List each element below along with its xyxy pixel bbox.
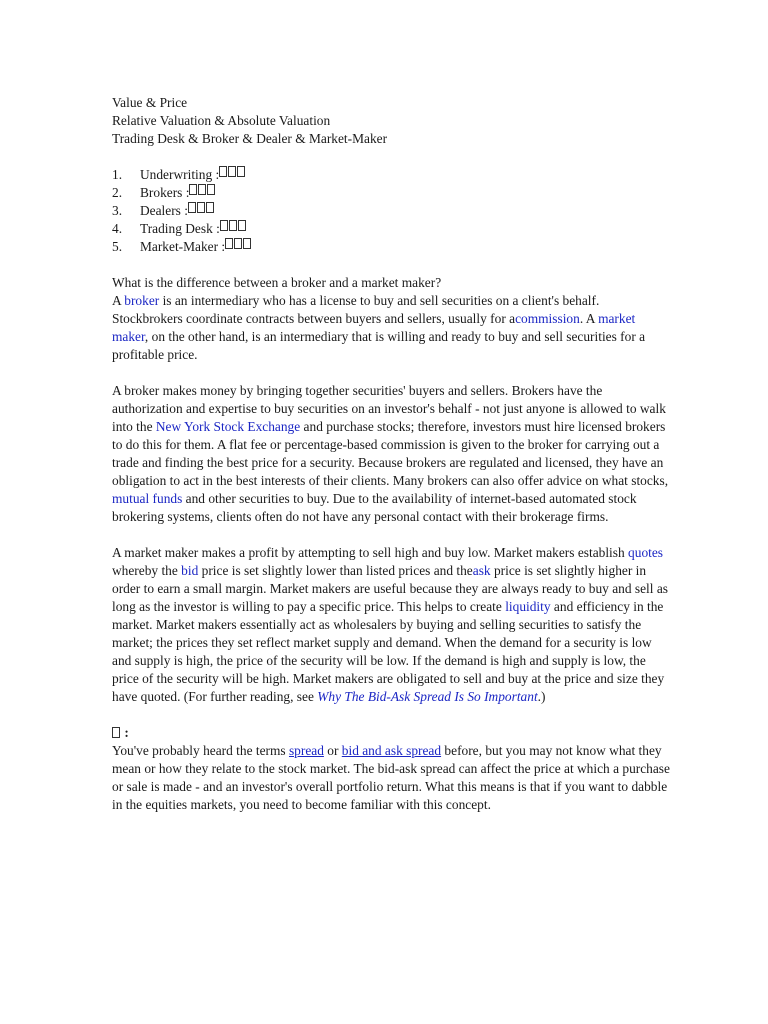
link-bid[interactable]: bid	[181, 563, 199, 578]
question-heading: What is the difference between a broker and a market maker?	[112, 275, 442, 290]
list-item: 5. Market-Maker :	[112, 238, 672, 256]
missing-glyph-icon	[229, 220, 237, 231]
heading-valuation: Relative Valuation & Absolute Valuation	[112, 113, 331, 128]
link-broker[interactable]: broker	[124, 293, 160, 308]
list-item: 1. Underwriting :	[112, 166, 672, 184]
paragraph-market-maker-profit: A market maker makes a profit by attempting to sell high and buy low. Market makers establish quotes whereby the bid price is set slightly lower than listed prices and theask price is set slightly higher in order to earn a small margin. Market makers are useful because they are always ready to buy and sell as long as the investor is willing to pay a specific price. This helps to create liquidity and efficiency in the market. Market makers essentially act as wholesalers by buying and selling securities to satisfy the market; the prices they set reflect market supply and demand. When the demand for a security is low and supply is high, the price of the security will be low. If the demand is high and supply is low, the price of the security will be high. Market makers are obligated to sell and buy at the price and size they have quoted. (For further reading, see Why The Bid-Ask Spread Is So Important.)	[112, 545, 668, 704]
paragraph-broker-income: A broker makes money by bringing together securities' buyers and sellers. Brokers have the authorization and expertise to buy securities on an investor's behalf - not just anyone is allowed to walk into the New York Stock Exchange and purchase stocks; therefore, investors must hire licensed brokers to do this for them. A flat fee or percentage-based commission is given to the broker for carrying out a trade and finding the best price for a security. Because brokers are regulated and licensed, they have an obligation to act in the best interests of their clients. Many brokers can also offer advice on what stocks, mutual funds and other securities to buy. Due to the availability of internet-based automated stock brokering systems, clients often do not have any personal contact with their brokerage firms.	[112, 383, 669, 524]
missing-glyph-icon	[112, 727, 120, 738]
link-mutual-funds[interactable]: mutual funds	[112, 491, 183, 506]
link-why-bid-ask-spread[interactable]: Why The Bid-Ask Spread Is So Important	[317, 689, 538, 704]
missing-glyph-icon	[219, 166, 227, 177]
missing-glyph-icon	[206, 202, 214, 213]
missing-glyph-icon	[225, 238, 233, 249]
link-nyse[interactable]: New York Stock Exchange	[155, 419, 301, 434]
missing-glyph-icon	[234, 238, 242, 249]
link-spread[interactable]: spread	[288, 743, 324, 758]
list-item: 3. Dealers :	[112, 202, 672, 220]
section-label: :	[112, 724, 672, 742]
list-item: 2. Brokers :	[112, 184, 672, 202]
missing-glyph-icon	[188, 202, 196, 213]
link-commission[interactable]: commission	[515, 311, 580, 326]
missing-glyph-icon	[207, 184, 215, 195]
link-ask[interactable]: ask	[472, 563, 491, 578]
document-body	[112, 94, 672, 814]
link-quotes[interactable]: quotes	[628, 545, 664, 560]
heading-value-price: Value & Price	[112, 95, 188, 110]
link-liquidity[interactable]: liquidity	[505, 599, 551, 614]
link-market-maker[interactable]: market maker	[112, 311, 636, 344]
missing-glyph-icon	[198, 184, 206, 195]
paragraph-broker-definition: A broker is an intermediary who has a license to buy and sell securities on a client's behalf. Stockbrokers coordinate contracts between buyers and sellers, usually for acommission. A market maker, on the other hand, is an intermediary that is willing and ready to buy and sell securities for a profitable price.	[112, 293, 646, 362]
missing-glyph-icon	[220, 220, 228, 231]
missing-glyph-icon	[237, 166, 245, 177]
heading-trading-desk: Trading Desk & Broker & Dealer & Market-Maker	[112, 131, 388, 146]
missing-glyph-icon	[243, 238, 251, 249]
topic-list	[112, 166, 672, 256]
missing-glyph-icon	[189, 184, 197, 195]
list-item: 4. Trading Desk :	[112, 220, 672, 238]
link-bid-and-ask-spread[interactable]: bid and ask spread	[341, 743, 442, 758]
paragraph-bid-ask-spread: You've probably heard the terms spread or bid and ask spread before, but you may not know what they mean or how they relate to the stock market. The bid-ask spread can affect the price at which a purchase or sale is made - and an investor's overall portfolio return. What this means is that if you want to dabble in the equities markets, you need to become familiar with this concept.	[112, 743, 670, 812]
missing-glyph-icon	[228, 166, 236, 177]
missing-glyph-icon	[197, 202, 205, 213]
missing-glyph-icon	[238, 220, 246, 231]
